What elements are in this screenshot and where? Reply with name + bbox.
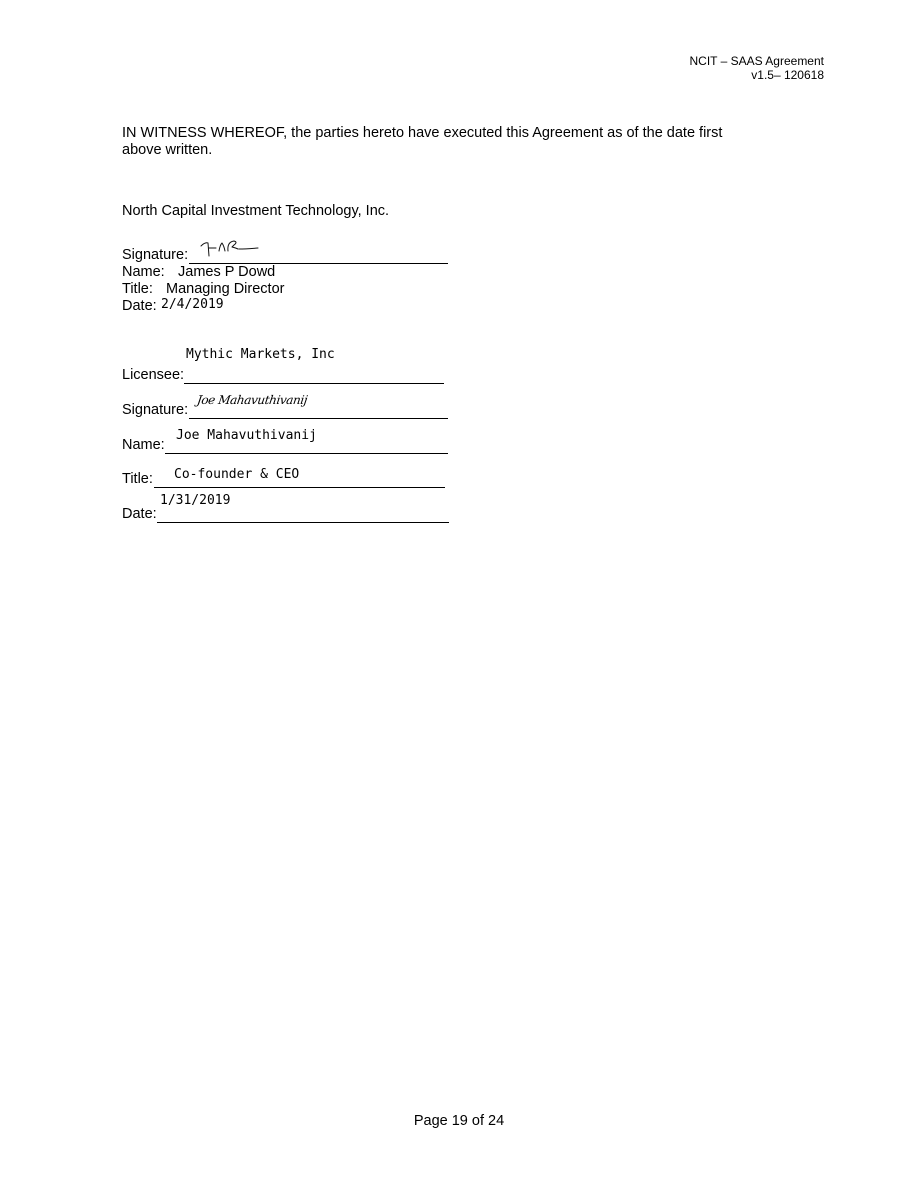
licensee-date-line [157, 522, 449, 523]
ncit-date-value: 2/4/2019 [161, 297, 224, 312]
licensee-label: Licensee: [122, 367, 185, 383]
licensee-line [184, 383, 444, 384]
licensee-title-line [154, 487, 445, 488]
licensee-date-label: Date: [122, 506, 157, 522]
licensee-person-label: Name: [122, 437, 165, 453]
licensee-name-value: Mythic Markets, Inc [186, 347, 335, 362]
ncit-signature-image [198, 237, 262, 261]
header-version: v1.5– 120618 [751, 68, 824, 82]
ncit-company-name: North Capital Investment Technology, Inc. [122, 203, 390, 219]
ncit-name-label: Name: [122, 264, 165, 280]
ncit-date-label: Date: [122, 298, 157, 314]
page-number: Page 19 of 24 [413, 1113, 505, 1129]
ncit-title-label: Title: [122, 281, 153, 297]
licensee-title-label: Title: [122, 471, 153, 487]
licensee-person-line [165, 453, 448, 454]
header-doc-title: NCIT – SAAS Agreement [689, 54, 824, 68]
licensee-signature-line [189, 418, 448, 419]
ncit-signature-label: Signature: [122, 247, 189, 263]
witness-paragraph: IN WITNESS WHEREOF, the parties hereto have executed this Agreement as of the date first above written. [122, 125, 723, 158]
ncit-name-value: James P Dowd [178, 264, 276, 280]
licensee-date-value: 1/31/2019 [160, 493, 231, 508]
licensee-person-value: Joe Mahavuthivanij [176, 428, 317, 443]
licensee-title-value: Co-founder & CEO [174, 467, 300, 482]
licensee-signature-label: Signature: [122, 402, 189, 418]
licensee-signature-image: Joe Mahavuthivanij [196, 393, 309, 407]
ncit-title-value: Managing Director [166, 281, 285, 297]
